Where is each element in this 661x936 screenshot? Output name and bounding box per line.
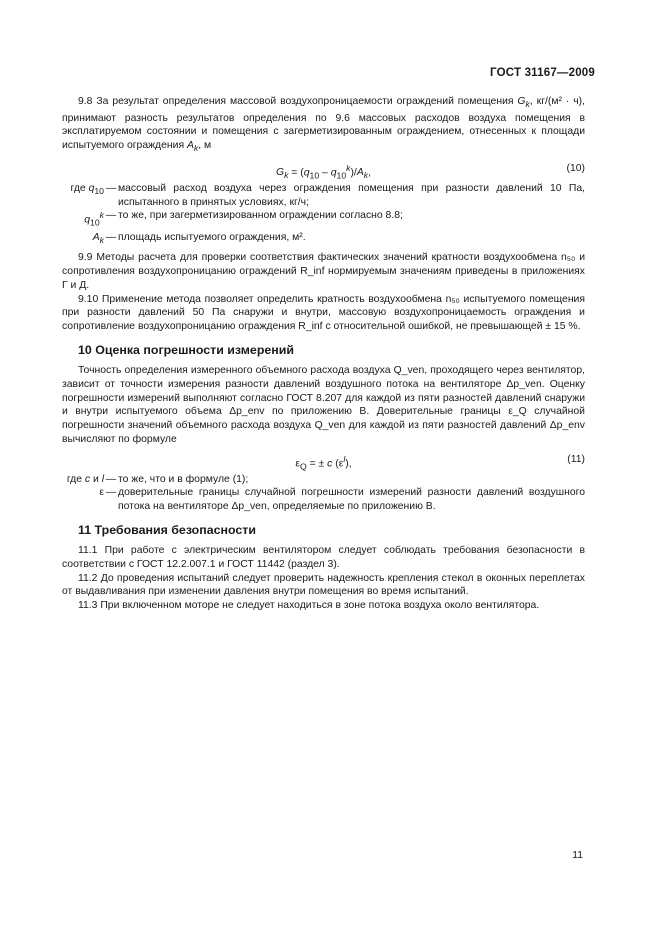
- paragraph-9-10: 9.10 Применение метода позволяет определить кратность воздухообмена n₅₀ испытуемого помещения при разности давлений 50 Па снаружи и внутри, массовую воздухопроницаемость ограждения и сопротивление воздухопроницанию ограждения R_inf с относительной ошибкой, не превышающей ± 15 %.: [62, 293, 585, 332]
- definition-row: [62, 209, 585, 230]
- definition-dash: —: [105, 182, 117, 194]
- definition-text: то же, при загерметизированном ограждении согласно 8.8;: [118, 210, 403, 222]
- definition-text: массовый расход воздуха через ограждения помещения при разности давлений 10 Па, испытанного в принятых условиях, кг/ч;: [118, 182, 585, 208]
- document-code: ГОСТ 31167—2009: [490, 67, 595, 79]
- paragraph-11-3: 11.3 При включенном моторе не следует находиться в зоне потока воздуха около вентилятора.: [78, 600, 540, 612]
- formula-11: [62, 453, 585, 472]
- paragraph-11-2: 11.2 До проведения испытаний следует проверить надежность крепления стекол в оконных переплетах от выдавливания при изменении давления внутри помещения во время испытаний.: [62, 572, 585, 598]
- paragraph-10: Точность определения измеренного объемного расхода воздуха Q_ven, проходящего через вентилятор, зависит от точности измерения разности давлений воздушного потока на вентиляторе Δp_ven. Оценку погрешности измерений выполняют согласно ГОСТ 8.207 для каждой из пяти разностей давлений снаружи и внутри испытуемого объема Δp_env по приложению В. Доверительные границы ε_Q случайной погрешности значений объемного расхода воздуха Q_ven для каждой из пяти разностей давлений Δp_env вычисляют по формуле: [62, 365, 585, 445]
- definition-term: ε: [99, 487, 104, 499]
- page-content: [62, 95, 585, 613]
- formula-10-number: (10): [566, 162, 585, 174]
- paragraph-9-8: [62, 95, 585, 156]
- definition-row: [62, 473, 585, 487]
- formula-11-number: (11): [567, 453, 585, 465]
- section-11-heading: 11 Требования безопасности: [78, 522, 256, 537]
- definition-text: площадь испытуемого ограждения, м².: [118, 231, 306, 243]
- formula-10: [62, 162, 585, 181]
- definition-row: [62, 182, 585, 209]
- definition-term: $q_{10}^k$: [84, 210, 104, 228]
- definition-text: доверительные границы случайной погрешности измерений разности давлений воздушного потока на вентиляторе Δp_ven, определяемые по приложению В.: [118, 487, 585, 512]
- definition-dash: —: [105, 487, 117, 499]
- definition-text: то же, что и в формуле (1);: [118, 473, 249, 485]
- formula-11-expression: $\varepsilon_Q$ = ± c $(\varepsilon^l)$,: [295, 453, 352, 472]
- definition-term: где c и l: [66, 473, 104, 485]
- definition-dash: —: [105, 231, 117, 243]
- paragraph-9-8-text: 9.8 За результат определения массовой воздухопроницаемости ограждений помещения $G_k$, кг/(м² · ч), принимают разность результатов определения по 9.6 массовых расходов воздуха помещения в эксплатируемом состоянии и помещения с загерметизированным ограждением, отнесенных к площади испытуемого ограждения $A_k$, м: [62, 96, 585, 154]
- definition-row: [62, 231, 585, 248]
- paragraph-11-1: 11.1 При работе с электрическим вентилятором следует соблюдать требования безопасности в соответствии с ГОСТ 12.2.007.1 и ГОСТ 11442 (раздел 3).: [62, 545, 585, 571]
- definition-dash: —: [105, 473, 117, 485]
- definition-row: [62, 486, 585, 513]
- page-number: 11: [572, 850, 583, 861]
- paragraph-9-9: 9.9 Методы расчета для проверки соответствия фактических значений кратности воздухообмена n₅₀ и сопротивления воздухопроницанию ограждений R_inf нормируемым значениям приведены в приложениях Г и Д.: [62, 252, 585, 291]
- definitions-11: [62, 473, 585, 514]
- definitions-10: [62, 182, 585, 247]
- definition-term: где $q_{10}$: [70, 182, 104, 197]
- formula-10-expression: $G_k = (q_{10} - q_{10}^k)/A_k$,: [276, 162, 371, 181]
- definition-dash: —: [105, 210, 117, 222]
- definition-term: $A_k$: [92, 231, 104, 245]
- section-10-heading: 10 Оценка погрешности измерений: [78, 342, 295, 357]
